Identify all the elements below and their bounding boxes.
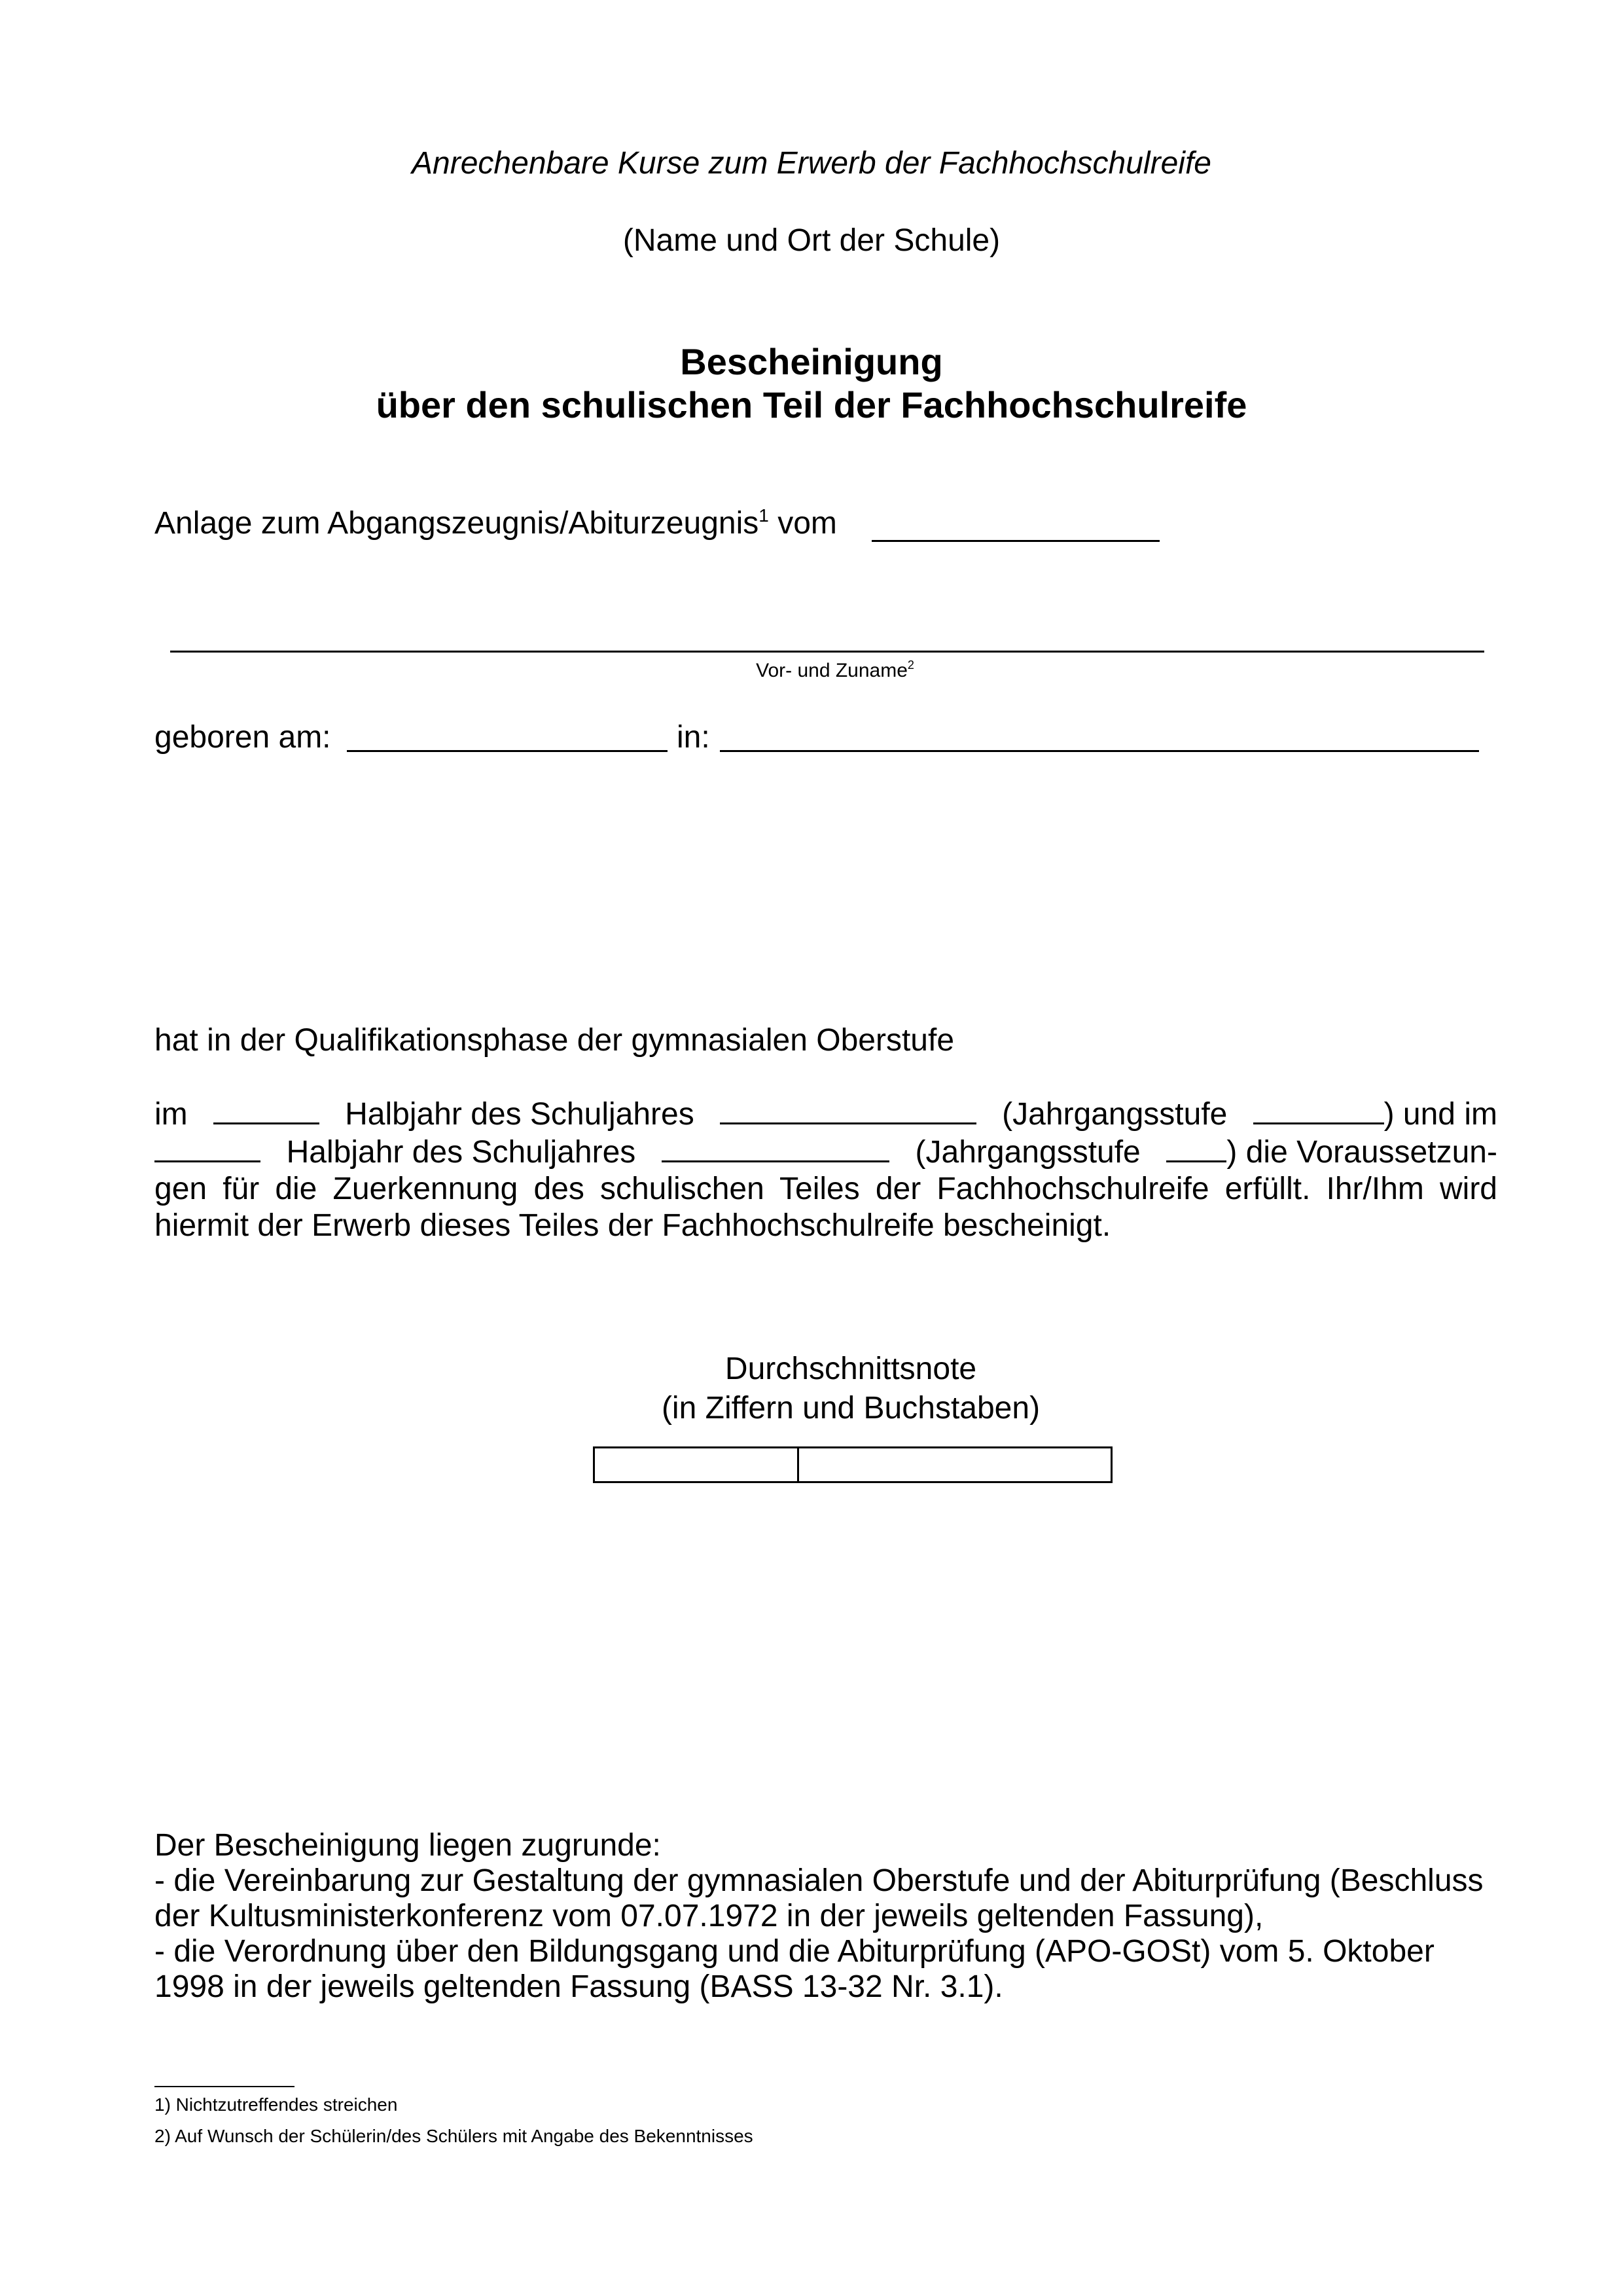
qualification-intro: hat in der Qualifikationsphase der gymnasialen Oberstufe xyxy=(154,1023,955,1058)
average-grade-sublabel: (in Ziffern und Buchstaben) xyxy=(661,1391,1041,1426)
semester-field-2[interactable] xyxy=(154,1133,260,1162)
word-jahrgang-2: (Jahrgangsstufe xyxy=(915,1135,1141,1170)
legal-basis-item-2: - die Verordnung über den Bildungsgang und die Abiturprüfung (APO-GOSt) vom 5. Oktober 1998 in der jeweils geltenden Fassung (BASS 13-32 Nr. 3.1). xyxy=(154,1934,1435,2004)
title-line-1: Bescheinigung xyxy=(680,341,943,382)
qualification-line-1 xyxy=(154,1095,1497,1133)
birth-date-field[interactable] xyxy=(347,723,668,752)
average-grade-box xyxy=(593,1446,1113,1483)
grade-letters-field[interactable] xyxy=(799,1448,1111,1481)
qualification-line-2 xyxy=(154,1133,1497,1171)
document-title xyxy=(0,340,1623,427)
word-und-im: ) und im xyxy=(1383,1097,1497,1132)
annex-text: Anlage zum Abgangszeugnis/Abiturzeugnis xyxy=(154,506,759,541)
legal-basis xyxy=(154,1828,1497,2005)
legal-basis-intro: Der Bescheinigung liegen zugrunde: xyxy=(154,1828,661,1863)
word-die-voraussetzungen: ) die Voraussetzun- xyxy=(1226,1135,1497,1170)
semester-field-1[interactable] xyxy=(213,1095,319,1124)
average-grade-heading xyxy=(39,1350,1623,1428)
school-year-field-1[interactable] xyxy=(720,1095,976,1124)
born-label: geboren am: xyxy=(154,720,331,755)
annex-label xyxy=(154,505,837,541)
grade-level-field-2[interactable] xyxy=(1166,1133,1226,1162)
document-subtitle: Anrechenbare Kurse zum Erwerb der Fachhochschulreife xyxy=(412,146,1211,181)
annex-after: vom xyxy=(777,506,837,541)
qualification-continuation: gen für die Zuerkennung des schulischen Teiles der Fachhochschulreife erfüllt. Ihr/Ihm wird hiermit der Erwerb dieses Teiles der Fachhochschulreife bescheinigt. xyxy=(154,1172,1497,1243)
legal-basis-item-1: - die Vereinbarung zur Gestaltung der gymnasialen Oberstufe und der Abiturprüfung (Beschluss der Kultusministerkonferenz vom 07.07.1972 in der jeweils geltenden Fassung), xyxy=(154,1863,1484,1933)
name-field-label xyxy=(0,660,1623,682)
footnote-2: 2) Auf Wunsch der Schülerin/des Schülers mit Angabe des Bekenntnisses xyxy=(154,2126,753,2146)
footnote-1: 1) Nichtzutreffendes streichen xyxy=(154,2094,398,2115)
word-halbjahr-1: Halbjahr des Schuljahres xyxy=(345,1097,694,1132)
school-name-placeholder: (Name und Ort der Schule) xyxy=(622,223,1001,258)
annex-footnote-ref: 1 xyxy=(758,505,769,526)
average-grade-label: Durchschnittsnote xyxy=(724,1352,977,1386)
title-line-2: über den schulischen Teil der Fachhochschulreife xyxy=(376,384,1247,425)
grade-level-group-2 xyxy=(1166,1133,1497,1171)
annex-date-field[interactable] xyxy=(872,511,1160,542)
word-im: im xyxy=(154,1097,188,1132)
qualification-paragraph xyxy=(154,1095,1497,1244)
name-field-label-text: Vor- und Zuname xyxy=(756,660,908,681)
word-halbjahr-2: Halbjahr des Schuljahres xyxy=(286,1135,636,1170)
birth-place-field[interactable] xyxy=(720,723,1479,752)
name-footnote-ref: 2 xyxy=(907,658,914,672)
word-jahrgang-1: (Jahrgangsstufe xyxy=(1002,1097,1228,1132)
school-year-field-2[interactable] xyxy=(662,1133,889,1162)
grade-level-group-1 xyxy=(1253,1095,1497,1133)
birth-place-label: in: xyxy=(677,720,710,755)
name-field[interactable] xyxy=(170,628,1484,653)
grade-digits-field[interactable] xyxy=(595,1448,799,1481)
footnote-divider xyxy=(154,2086,294,2087)
grade-level-field-1[interactable] xyxy=(1253,1095,1384,1124)
